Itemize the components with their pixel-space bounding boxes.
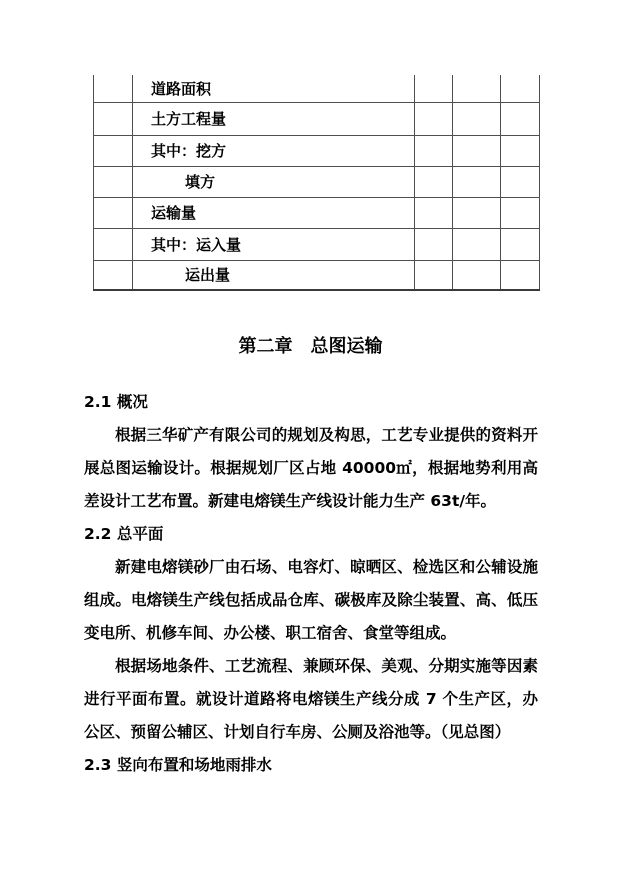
table-cell — [501, 166, 540, 197]
table-row — [94, 166, 540, 197]
table-cell — [501, 260, 540, 290]
table-cell — [94, 102, 133, 135]
table-cell — [501, 75, 540, 102]
table-cell — [453, 135, 501, 166]
paragraph: 新建电熔镁砂厂由石场、电容灯、晾晒区、检选区和公辅设施组成。电熔镁生产线包括成品仓库、碳极库及除尘装置、高、低压变电所、机修车间、办公楼、职工宿舍、食堂等组成。 — [84, 558, 538, 642]
table-cell — [453, 228, 501, 260]
paragraph: 根据场地条件、工艺流程、兼顾环保、美观、分期实施等因素进行平面布置。就设计道路将电熔镁生产线分成 7 个生产区，办公区、预留公辅区、计划自行车房、公厕及浴池等。（见总图） — [84, 657, 538, 741]
table-cell — [94, 75, 133, 102]
table-cell — [415, 102, 453, 135]
section-heading-2-3: 2.3 竖向布置和场地雨排水 — [84, 756, 272, 774]
table-cell — [415, 166, 453, 197]
table-cell — [415, 228, 453, 260]
table-row — [94, 135, 540, 166]
table-row — [94, 102, 540, 135]
table-cell — [501, 228, 540, 260]
table-cell — [453, 75, 501, 102]
chapter-heading: 第二章 总图运输 — [238, 336, 383, 357]
table-cell — [94, 260, 133, 290]
table-row — [94, 197, 540, 228]
row-label-cell: 填方 — [133, 166, 415, 197]
table-cell — [94, 166, 133, 197]
row-label-cell: 其中：挖方 — [133, 135, 415, 166]
table-cell — [501, 135, 540, 166]
table-cell — [453, 260, 501, 290]
table-row — [94, 75, 540, 102]
table-cell — [415, 197, 453, 228]
quantities-table — [93, 75, 540, 291]
row-label-cell: 土方工程量 — [133, 102, 415, 135]
table-cell — [501, 197, 540, 228]
table-cell — [94, 228, 133, 260]
row-label-cell: 其中：运入量 — [133, 228, 415, 260]
table-row — [94, 228, 540, 260]
row-label-cell: 道路面积 — [133, 75, 415, 102]
row-label-cell: 运输量 — [133, 197, 415, 228]
table-cell — [453, 197, 501, 228]
document-body — [84, 386, 538, 782]
table-cell — [415, 135, 453, 166]
table-cell — [415, 260, 453, 290]
section-heading-2-2: 2.2 总平面 — [84, 525, 164, 543]
row-label-cell: 运出量 — [133, 260, 415, 290]
table-cell — [453, 166, 501, 197]
table-cell — [94, 197, 133, 228]
table-cell — [501, 102, 540, 135]
table-row — [94, 260, 540, 290]
paragraph: 根据三华矿产有限公司的规划及构思，工艺专业提供的资料开展总图运输设计。根据规划厂区占地 40000㎡，根据地势利用高差设计工艺布置。新建电熔镁生产线设计能力生产 63t/年。 — [84, 426, 538, 510]
table-cell — [453, 102, 501, 135]
table-cell — [415, 75, 453, 102]
section-heading-2-1: 2.1 概况 — [84, 393, 148, 411]
table-cell — [94, 135, 133, 166]
